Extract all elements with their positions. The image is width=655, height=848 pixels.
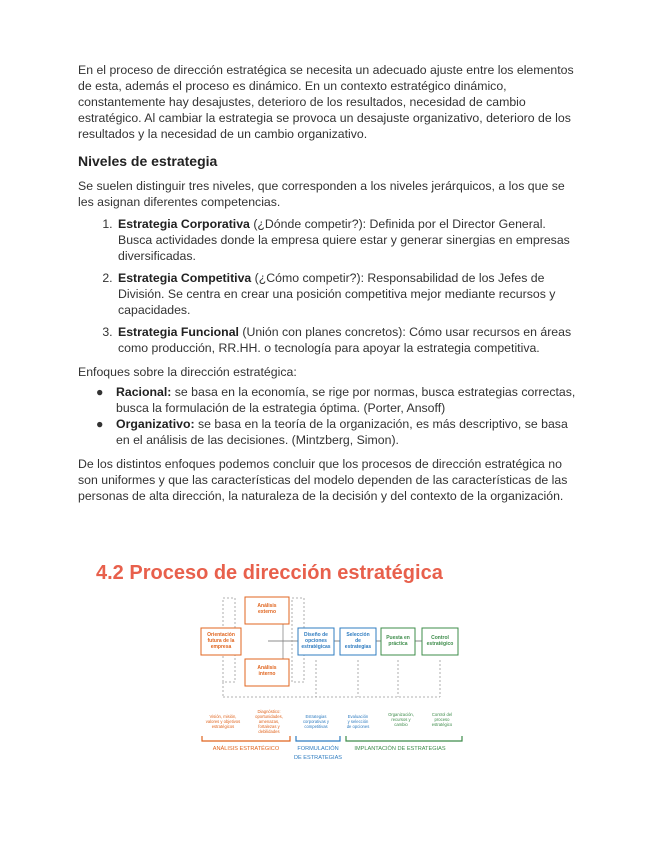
- item-text: (Unión con planes concretos): Cómo usar recursos en áreas como producción, RR.HH. o tecnología para apoyar la estrategia competitiva.: [118, 325, 572, 355]
- formulation-label-1: FORMULACIÓN: [297, 746, 339, 752]
- levels-heading: Niveles de estrategia: [78, 153, 218, 169]
- item-title: Estrategia Competitiva: [118, 271, 252, 285]
- note: de opciones: [346, 724, 370, 729]
- label: Análisis: [257, 603, 277, 609]
- item-title: Racional:: [116, 385, 172, 399]
- analysis-bracket: [202, 736, 290, 741]
- svg-text:Puesta enpráctica: [386, 635, 410, 647]
- conclusion-paragraph: De los distintos enfoques podemos concluir que los procesos de dirección estratégica no son uniformes y que las características del modelo dependen de las características de las personas de alta dirección, la naturaleza de la decisión y del contexto de la organización.: [78, 457, 568, 503]
- implementation-bracket: [346, 736, 462, 741]
- item-text: (¿Dónde competir?): Definida por el Director General. Busca actividades donde la empresa quiere estar y generar sinergias en empresas diversificadas.: [118, 217, 570, 263]
- svg-text:Análisisinterno: [257, 665, 276, 677]
- svg-text:Diagnóstico:oportunidades,amen: [255, 709, 283, 734]
- label: estratégico: [426, 641, 454, 647]
- note: recursos y: [391, 717, 411, 722]
- label: estratégicas: [301, 644, 331, 650]
- label: futura de la: [207, 638, 235, 644]
- bullet-icon: ●: [96, 385, 104, 399]
- levels-intro: Se suelen distinguir tres niveles, que corresponden a los niveles jerárquicos, a los que se les asignan diferentes competencias.: [78, 179, 565, 209]
- formulation-label-2: DE ESTRATEGIAS: [293, 755, 343, 761]
- note: cambio: [394, 722, 408, 727]
- note: fortalezas y: [258, 724, 280, 729]
- section-title: 4.2 Proceso de dirección estratégica: [96, 562, 443, 584]
- approaches-intro: Enfoques sobre la dirección estratégica:: [78, 365, 297, 379]
- analysis-label: ANÁLISIS ESTRATÉGICO: [212, 746, 280, 752]
- intro-paragraph: En el proceso de dirección estratégica se necesita un adecuado ajuste entre los elementos de esta, además el proceso es dinámico. En un contexto estratégico dinámico, constantemente hay desajustes, deterioro de los resultados, necesidad de cambio estratégico. Al cambiar la estrategia se provoca un desajuste organizativo, deterioro de los resultados y la necesidad de un cambio organizativo.: [78, 63, 574, 141]
- label: práctica: [388, 641, 408, 647]
- item-title: Estrategia Corporativa: [118, 217, 250, 231]
- svg-text:Organización,recursos ycambio: [388, 712, 414, 727]
- note: amenazas,: [258, 719, 280, 724]
- note: Visión, misión,: [209, 714, 237, 719]
- implementation-label: IMPLANTACIÓN DE ESTRATEGIAS: [354, 746, 446, 752]
- svg-text:Estrategiascorporativas ycompe: [303, 714, 330, 729]
- label: empresa: [210, 644, 232, 650]
- note: Control del: [431, 712, 453, 717]
- bullet-icon: ●: [96, 417, 104, 431]
- formulation-bracket: [296, 736, 340, 741]
- svg-text:Diseño deopcionesestratégicas: [301, 632, 330, 650]
- note: estratégicos: [211, 724, 235, 729]
- item-text: se basa en la teoría de la organización, es más descriptivo, se basa en el análisis de las decisiones. (Mintzberg, Simon).: [116, 417, 568, 447]
- note: valores y objetivos: [205, 719, 241, 724]
- note: corporativas y: [302, 719, 330, 724]
- note: Diagnóstico:: [257, 709, 281, 714]
- note: Organización,: [388, 712, 414, 717]
- label: Análisis: [257, 665, 277, 671]
- label: estrategias: [344, 644, 372, 650]
- svg-text:Control delprocesoestratégico: [432, 712, 453, 727]
- label: opciones: [305, 638, 327, 644]
- label: Control: [431, 635, 449, 641]
- label: de: [355, 638, 361, 644]
- note: debilidades: [258, 729, 280, 734]
- note: Evaluación: [347, 714, 369, 719]
- svg-text:Evaluacióny selecciónde opcion: [347, 714, 370, 729]
- svg-text:Visión, misión,valores y objet: [206, 714, 240, 729]
- item-text: se basa en la economía, se rige por normas, busca estrategias correctas, busca la formulación de la estrategia óptima. (Porter, Ansoff): [116, 385, 576, 415]
- note: y selección: [347, 719, 369, 724]
- note: Estrategias: [305, 714, 327, 719]
- label: Selección: [346, 632, 370, 638]
- note: oportunidades,: [255, 714, 283, 719]
- svg-text:Análisisexterno: [257, 603, 276, 615]
- label: Orientación: [207, 632, 235, 638]
- item-title: Estrategia Funcional: [118, 325, 239, 339]
- item-title: Organizativo:: [116, 417, 195, 431]
- svg-text:Orientaciónfutura de laempresa: [207, 632, 235, 650]
- item-text: (¿Cómo competir?): Responsabilidad de los Jefes de División. Se centra en crear una posición competitiva mejor mediante recursos y capacidades.: [118, 271, 556, 317]
- label: Diseño de: [304, 632, 328, 638]
- note: proceso: [434, 717, 450, 722]
- label: interno: [258, 671, 276, 677]
- label: externo: [257, 609, 277, 615]
- label: Puesta en: [386, 635, 410, 641]
- note: competitivas: [304, 724, 328, 729]
- note: estratégico: [431, 722, 453, 727]
